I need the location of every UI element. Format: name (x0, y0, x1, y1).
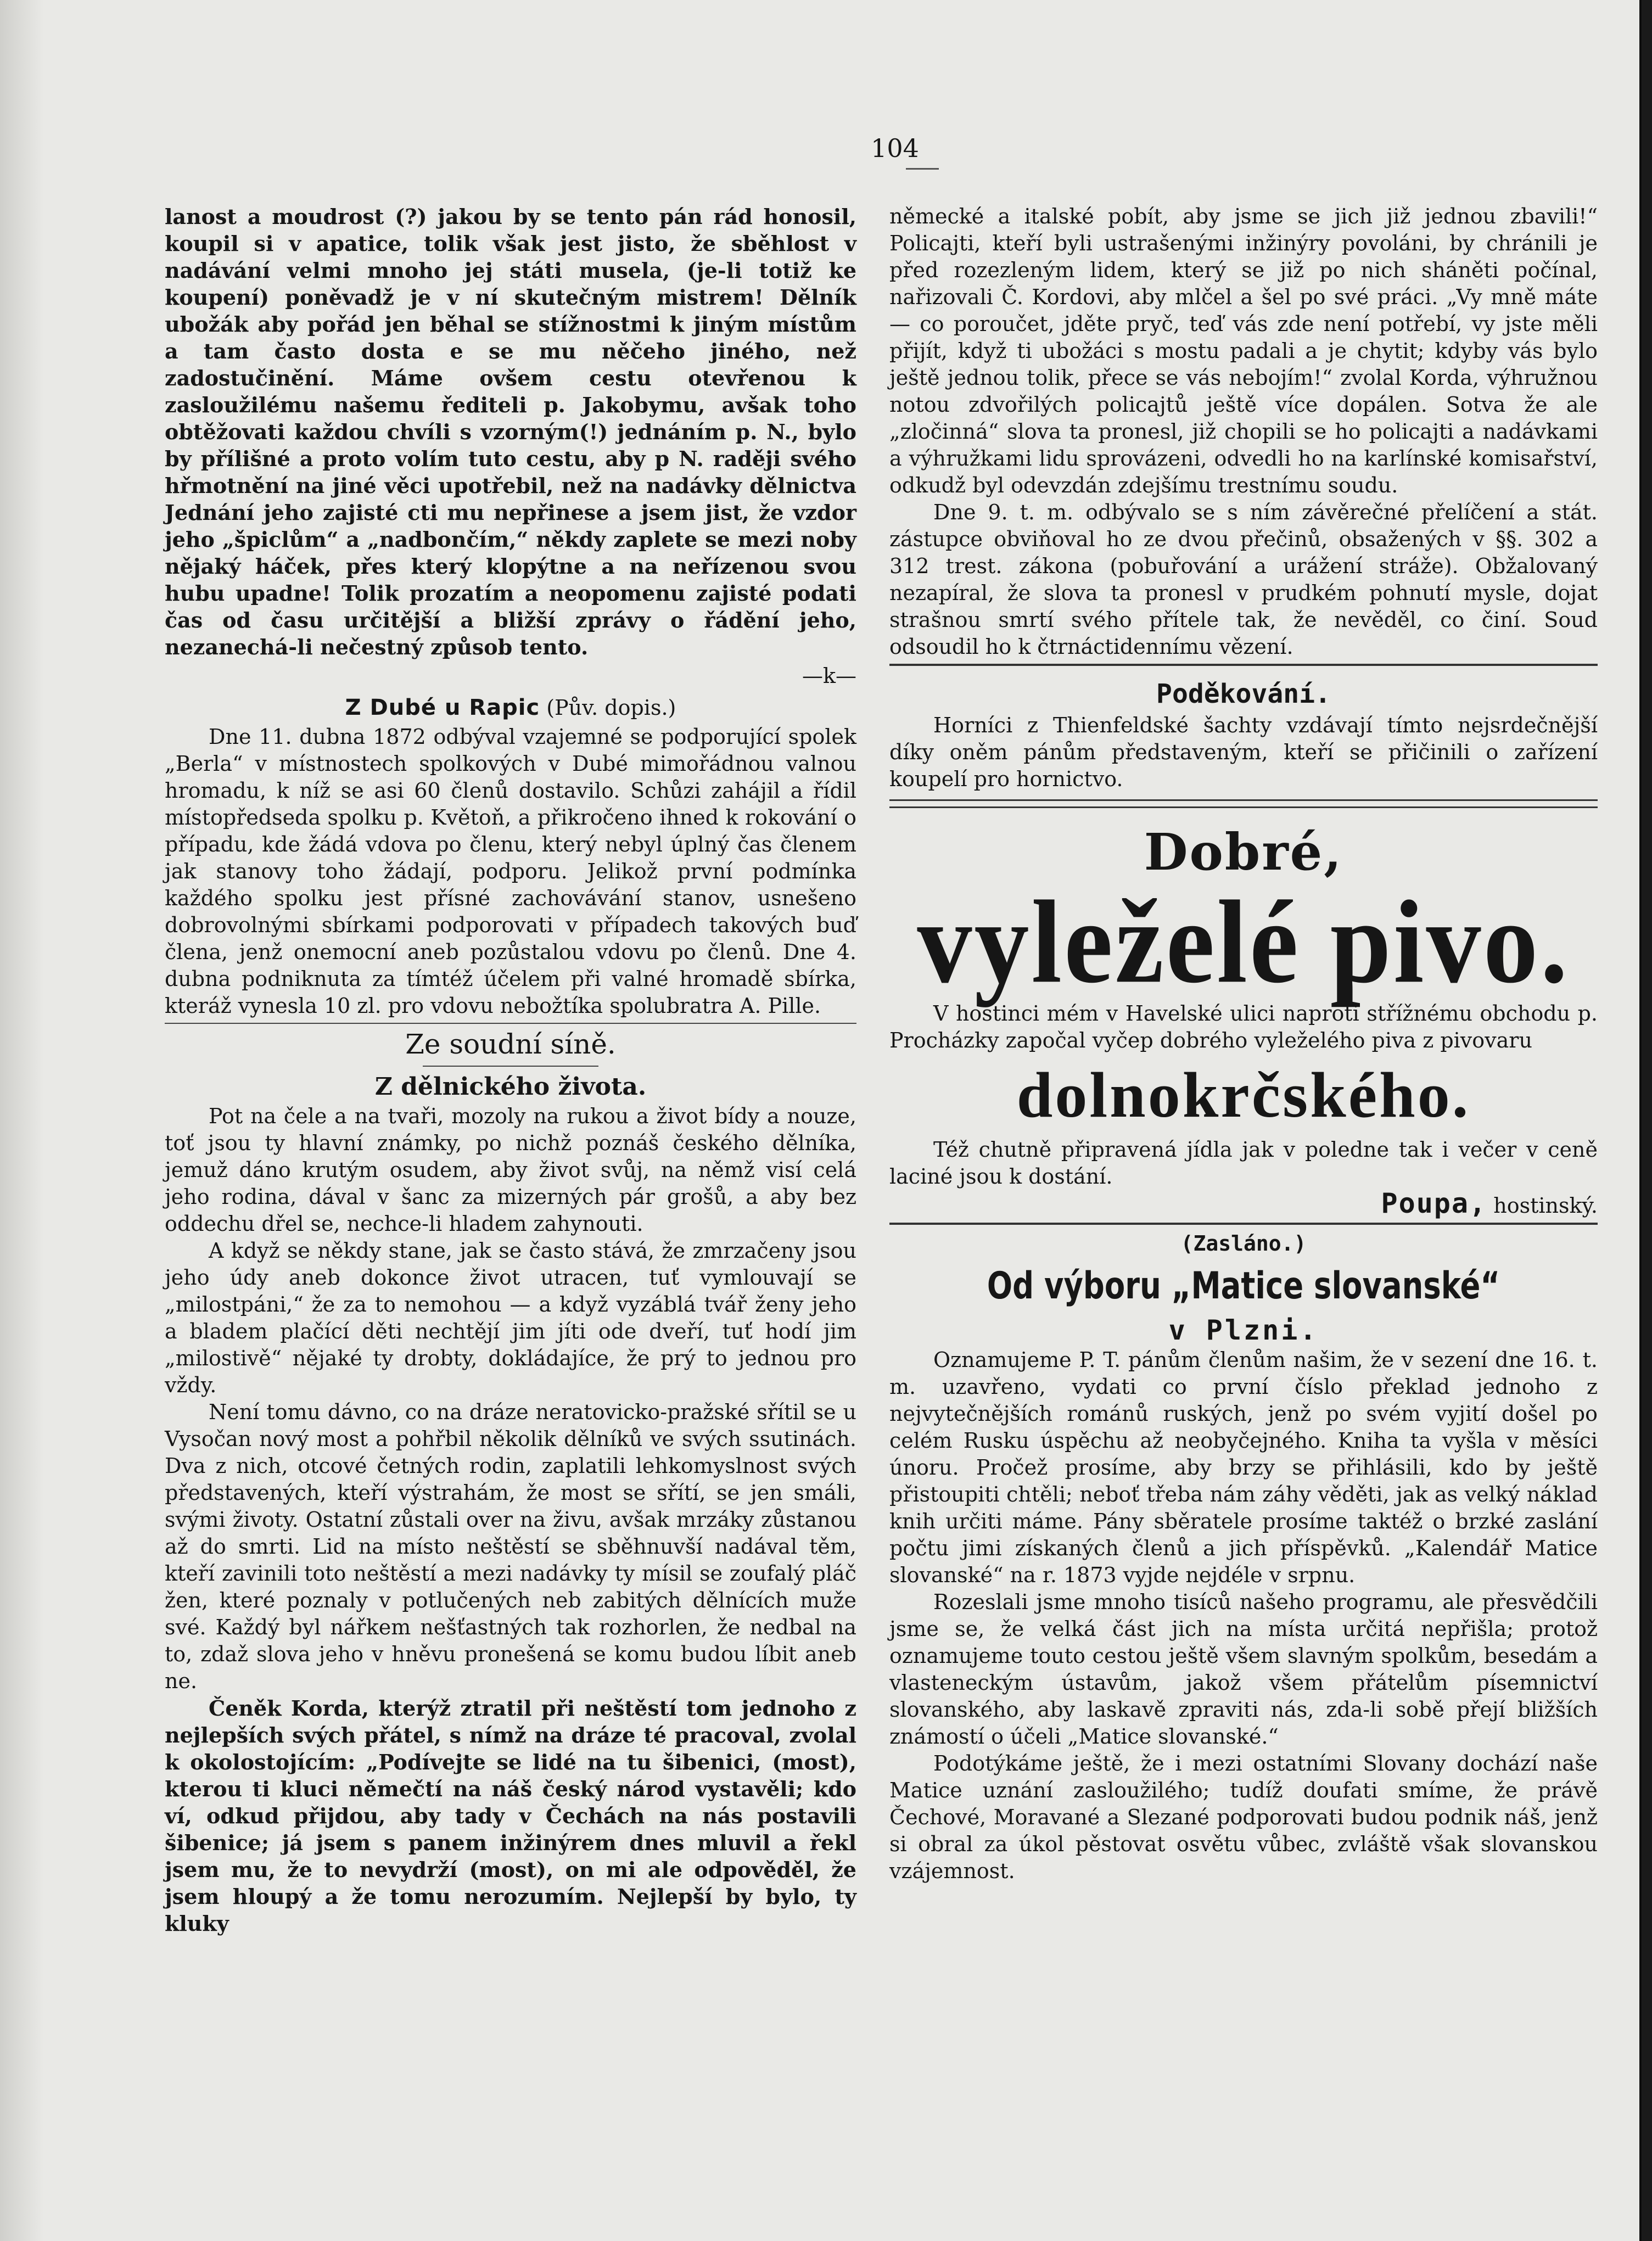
advert-divider (889, 799, 1598, 808)
section-divider-matice (889, 1223, 1598, 1225)
advert-paragraph-2: Též chutně připravená jídla jak v poledne tak i večer v ceně laciné jsou k dostání. (889, 1138, 1598, 1189)
advert-headline-pivo: vyleželé pivo. (917, 877, 1570, 1008)
matice-paragraph-2: Rozeslali jsme mnoho tisíců našeho programu, ale přesvědčili jsme se, že velká část jich na místa určitá nepřišla; protož oznamujeme touto cestou ještě všem slavným spolkům, besedám a vlasteneckým ústavům, jakož všem přátelům písemnictví slovanského, aby laskavě zpraviti nás, zda-li sobě přejí bližších známostí o účeli „Matice slovanské.“ (889, 1590, 1598, 1749)
worker-life-paragraph-1: Pot na čele a na tvaři, mozoly na rukou a život bídy a nouze, toť jsou ty hlavní známky, po nichž poznáš českého dělníka, jemuž dáno krutým osudem, aby život svůj, na němž visí celá jeho rodina, dával v šanc za mizerných pár grošů, a aby bez oddechu dřel se, nechce-li hladem zahynouti. (165, 1104, 856, 1236)
dube-heading-note: (Pův. dopis.) (546, 696, 676, 720)
dube-heading: Z Dubé u Rapic (345, 695, 540, 720)
scan-border (1639, 0, 1642, 2241)
section-divider-right (889, 664, 1598, 666)
advert-signature (889, 1187, 1598, 1219)
advert-brewery-name: dolnokrčského. (1016, 1059, 1471, 1131)
advert-signature-role: hostinský. (1493, 1194, 1598, 1218)
matice-paragraph-1: Oznamujeme P. T. pánům členům našim, že v sezení dne 16. t. m. uzavřeno, vydati co první číslo překlad jednoho z nejvytečnějších románů ruských, jenž po svém vyjití došel po celém Rusku úspěchu až neobyčejného. Kniha ta vyšla v měsíci únoru. Pročež prosíme, aby brzy se přihlásili, kdo by ještě přistoupiti chtěli; neboť třeba nám záhy věděti, jak as velký náklad knih určiti máme. Pány sběratele prosíme taktéž o brzké zaslání počtu jimi získaných členů a jich příspěvků. „Kalendář Matice slovanské“ na r. 1873 vyjde nejdéle v srpnu. (889, 1348, 1598, 1587)
page-edge-shadow (0, 0, 44, 2241)
dube-report: Dne 11. dubna 1872 odbýval vzajemné se podporující spolek „Berla“ v místnostech spolkových v Dubé mimořádnou valnou hromadu, k níž se asi 60 členů dostavilo. Schůzi zahájil a řídil místopředseda spolku p. Květoň, a přikročeno ihned k rokování o případu, kde žádá vdova po členu, který nebyl úplný čas členem jak stanovy toho žádají, podporu. Jelikož první podmínka každého spolku jest přísné zachovávání stanov, usnešeno dobrovolnými sbírkami podporovati v případech takových buď člena, jenž onemocní aneb pozůstalou vdovu po členů. Dne 4. dubna podniknuta za tímtéž účelem při valné hromadě sbírka, kteráž vynesla 10 zl. pro vdovu nebožtíka spolubratra A. Pille. (165, 725, 856, 1018)
page-number-underline (906, 168, 939, 170)
sent-label: (Zasláno.) (1180, 1231, 1307, 1256)
article-continuation-right: německé a italské pobít, aby jsme se jich již jednou zbavili!“ Policajti, kteří byli ustrašenými inžinýry povoláni, by chránili je před rozezleným lidem, který se již po nich sháněti počínal, nařizovali Č. Kordovi, aby mlčel a šel po své práci. „Vy mně máte — co poroučet, jděte pryč, teď vás zde není potřebí, vy jste měli přijít, když ti ubožáci s mostu padali a je chytit; kdyby vás bylo ještě jednou tolik, přece se vás nebojím!“ zvolal Korda, výhružnou notou zdvořilých policajtů ještě více dopálen. Sotva že ale „zločinná“ slova ta pronesl, již chopili se ho policajti a nadávkami a výhružkami lidu sprovázeni, odvedli ho na karlínské komisařství, odkudž byl odevzdán zdejšímu trestnímu soudu. (889, 204, 1598, 497)
article-continuation: lanost a moudrost (?) jakou by se tento pán rád honosil, koupil si v apatice, tolik však jest jisto, že sběhlost v nadávání velmi mnoho jej státi musela, (je-li totiž ke koupení) poněvadž je v ní skutečným mistrem! Dělník ubožák aby pořád jen běhal se stížnostmi k jiným místům a tam často dosta e se mu něčeho jiného, než zadostučinění. Máme ovšem cestu otevřenou k zasloužilému našemu řediteli p. Jakobymu, avšak toho obtěžovati každou chvíli s vzorným(!) jednáním p. N., bylo by přílišné a proto volím tuto cestu, aby p N. raději svého hřmotnění na jiné věci upotřebil, než na nadávky dělnictva Jednání jeho zajisté cti mu nepřinese a jsem jist, že vzdor jeho „špiclům“ a „nadbončím,“ někdy zaplete se mezi noby nějaký háček, přes který klopýtne a na neřízenou svou hubu upadne! Tolik prozatím a neopomenu zajisté podati čas od času určitější a bližší zprávy o řádění jeho, nezanechá-li nečestný způsob tento. (165, 204, 856, 659)
advert-headline-dobre: Dobré, (1144, 822, 1343, 882)
advert-signature-name: Poupa, (1381, 1187, 1487, 1219)
dube-heading-line (165, 692, 856, 724)
left-column (165, 203, 856, 1937)
section-divider (165, 1023, 856, 1024)
thanks-heading: Poděkování. (1156, 679, 1331, 709)
court-section-heading: Ze soudní síně. (405, 1028, 616, 1060)
trial-paragraph: Dne 9. t. m. odbývalo se s ním závěrečné přelíčení a stát. zástupce obviňoval ho ze dvou přečinů, obsažených v §§. 302 a 312 trest. zákona (pobuřování a urážení stráže). Obžalovaný nezapíral, že slova ta pronesl v prudkém pohnutí mysle, dojat strašnou smrtí svého přítele tak, že nevěděl, co činí. Soud odsoudil ho k čtrnáctidennímu vězení. (889, 500, 1598, 659)
right-column (889, 203, 1598, 1885)
thanks-paragraph: Horníci z Thienfeldské šachty vzdávají tímto nejsrdečnější díky oněm pánům představeným, kteří se přičinili o zařízení koupelí pro hornictvo. (889, 713, 1598, 791)
worker-life-paragraph-3: Není tomu dávno, co na dráze neratovicko-pražské sřítil se u Vysočan nový most a pohřbil několik dělníků ve svých ssutinách. Dva z nich, otcové četných rodin, zaplatili lehkomyslnost svých představených, kteří výstrahám, že most se sřítí, se jen smáli, svými životy. Ostatní zůstali over na živu, avšak mrzáky zůstanou až do smrti. Lid na místo neštěstí se sběhnuvší nadával těm, kteří zavinili toto neštěstí a mezi nadávky ty mísil se zoufalý pláč žen, které poznaly v potlučených neb zabitých dělnících muže své. Každý byl nářkem nešťastných tak rozhorlen, že nedbal na to, zdaž slova jeho v hněvu pronešená se komu budou líbit aneb ne. (165, 1400, 856, 1693)
author-signature: —k— (802, 664, 856, 688)
worker-life-paragraph-2: A když se někdy stane, jak se často stává, že zmrzačeny jsou jeho údy aneb dokonce život utracen, tuť vymlouvají se „milostpáni,“ že za to nemohou — a když vyzáblá tvář ženy jeho a bladem plačící děti nechtějí jim jíti ode dveří, tuť hodí jim „milostivě“ nějaké ty drobty, dokládajíce, že prý to jednou pro vždy. (165, 1239, 856, 1397)
short-divider (423, 1066, 598, 1067)
matice-paragraph-3: Podotýkáme ještě, že i mezi ostatními Slovany dochází naše Matice uznání zasloužilého; tudíž doufati smíme, že právě Čechové, Moravané a Slezané podporovati budou podnik náš, jenž si obral za úkol pěstovat osvětu vůbec, zvláště však slovanskou vzájemnost. (889, 1751, 1598, 1883)
advert-paragraph-1: V hostinci mém v Havelské ulici naproti střížnému obchodu p. Procházky započal vyčep dobrého vyleželého piva z pivovaru (889, 1001, 1598, 1052)
matice-location: v Plzni. (1168, 1314, 1319, 1346)
worker-life-heading: Z dělnického života. (374, 1073, 647, 1101)
page-number: 104 (871, 133, 919, 163)
matice-heading: Od výboru „Matice slovanské“ (987, 1264, 1500, 1308)
worker-life-paragraph-4: Čeněk Korda, kterýž ztratil při neštěstí tom jednoho z nejlepších svých přátel, s nímž na dráze té pracoval, zvolal k okolostojícím: „Podívejte se lidé na tu šibenici, (most), kterou ti kluci němečtí na náš český národ vystavěli; kdo ví, odkud přijdou, aby tady v Čechách na nás postavili šibenice; já jsem s panem inžinýrem dnes mluvil a řekl jsem mu, že to nevydrží (most), on mi ale odpověděl, že jsem hloupý a že tomu nerozumím. Nejlepší by bylo, ty kluky (165, 1696, 856, 1936)
